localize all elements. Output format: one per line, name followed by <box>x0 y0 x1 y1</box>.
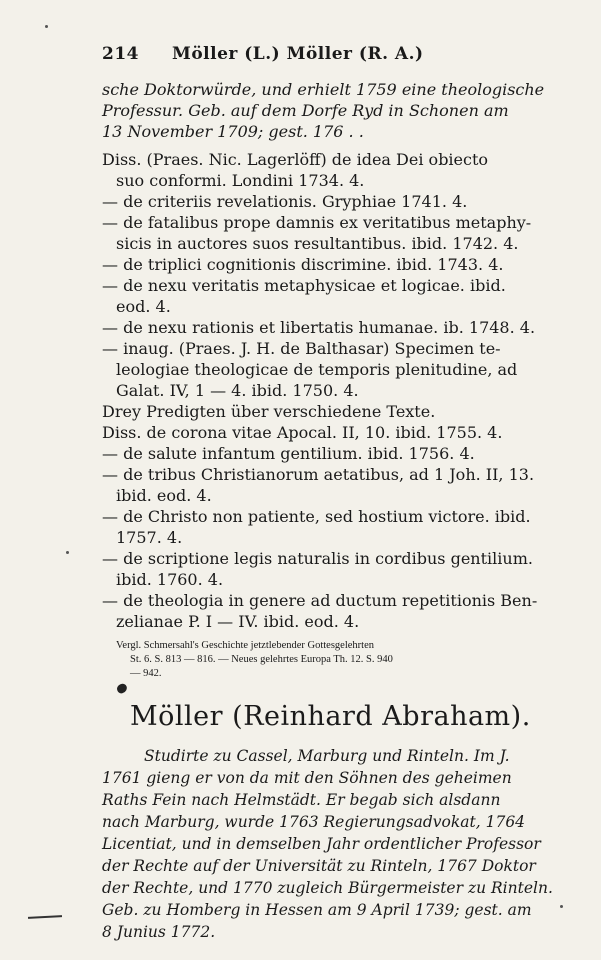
work-line: suo conformi. Londini 1734. 4. <box>116 171 365 190</box>
reference-line: Vergl. Schmersahl's Geschichte jetztlebender Gottesgelehrten <box>116 640 374 651</box>
work-line: eod. 4. <box>116 297 171 316</box>
work-line: Diss. (Praes. Nic. Lagerlöff) de idea Dei obiecto <box>102 150 489 169</box>
page-number: 214 <box>102 44 139 64</box>
work-line: — de salute infantum gentilium. ibid. 1756. 4. <box>102 444 475 463</box>
bio-line: Geb. zu Homberg in Hessen am 9 April 1739; gest. am <box>102 901 532 919</box>
work-line: — de criteriis revelationis. Gryphiae 1741. 4. <box>102 192 468 211</box>
bio-line: Raths Fein nach Helmstädt. Er begab sich alsdann <box>102 791 501 809</box>
bio-line: Licentiat, und in demselben Jahr ordentlicher Professor <box>102 835 541 853</box>
reference-line: — 942. <box>130 668 162 679</box>
bio-line: 8 Junius 1772. <box>102 923 216 941</box>
bio-line: nach Marburg, wurde 1763 Regierungsadvokat, 1764 <box>102 813 526 831</box>
work-line: — inaug. (Praes. J. H. de Balthasar) Specimen te- <box>102 339 501 358</box>
running-head: Möller (L.) Möller (R. A.) <box>172 44 424 64</box>
work-line: zelianae P. I — IV. ibid. eod. 4. <box>116 612 360 631</box>
work-line: Drey Predigten über verschiedene Texte. <box>102 402 436 421</box>
entry2-surname: Möller <box>130 701 224 732</box>
print-speck <box>66 551 69 554</box>
work-line: ibid. 1760. 4. <box>116 570 224 589</box>
work-line: ibid. eod. 4. <box>116 486 212 505</box>
ink-blot <box>116 683 128 695</box>
work-line: Diss. de corona vitae Apocal. II, 10. ibid. 1755. 4. <box>102 423 503 442</box>
work-line: — de theologia in genere ad ductum repetitionis Ben- <box>102 591 538 610</box>
reference-line: St. 6. S. 813 — 816. — Neues gelehrtes Europa Th. 12. S. 940 <box>130 654 393 665</box>
bio-line: 13 November 1709; gest. 176 . . <box>102 122 364 141</box>
bio-line: Professur. Geb. auf dem Dorfe Ryd in Schonen am <box>102 101 509 120</box>
work-line: — de tribus Christianorum aetatibus, ad 1 Joh. II, 13. <box>102 465 535 484</box>
bio-line: der Rechte, und 1770 zugleich Bürgermeister zu Rinteln. <box>102 879 553 897</box>
work-line: — de Christo non patiente, sed hostium victore. ibid. <box>102 507 531 526</box>
print-smudge <box>28 915 62 919</box>
bio-line: sche Doktorwürde, und erhielt 1759 eine theologische <box>102 80 545 99</box>
work-line: — de nexu rationis et libertatis humanae. ib. 1748. 4. <box>102 318 536 337</box>
work-line: leologiae theologicae de temporis plenitudine, ad <box>116 360 518 379</box>
print-speck <box>560 905 563 908</box>
bio-line: 1761 gieng er von da mit den Söhnen des geheimen <box>102 769 512 787</box>
work-line: — de nexu veritatis metaphysicae et logicae. ibid. <box>102 276 506 295</box>
work-line: sicis in auctores suos resultantibus. ibid. 1742. 4. <box>116 234 519 253</box>
work-line: Galat. IV, 1 — 4. ibid. 1750. 4. <box>116 381 359 400</box>
work-line: — de scriptione legis naturalis in cordibus gentilium. <box>102 549 533 568</box>
entry2-given-names: (Reinhard Abraham). <box>232 701 531 732</box>
print-speck <box>45 25 48 28</box>
work-line: 1757. 4. <box>116 528 183 547</box>
bio-line: der Rechte auf der Universität zu Rinteln, 1767 Doktor <box>102 857 536 875</box>
bio-line: Studirte zu Cassel, Marburg und Rinteln. Im J. <box>144 747 510 765</box>
work-line: — de fatalibus prope damnis ex veritatibus metaphy- <box>102 213 532 232</box>
work-line: — de triplici cognitionis discrimine. ibid. 1743. 4. <box>102 255 504 274</box>
entry2-heading <box>130 700 530 734</box>
